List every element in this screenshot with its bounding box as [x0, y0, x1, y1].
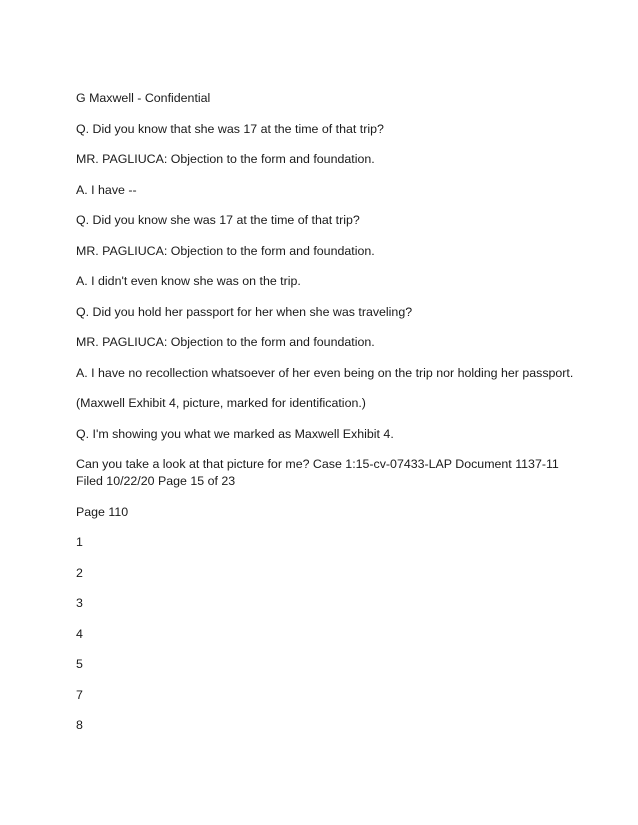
transcript-body [76, 90, 576, 748]
line-number: 8 [76, 718, 83, 732]
objection-line: MR. PAGLIUCA: Objection to the form and foundation. [76, 335, 375, 349]
objection-line: MR. PAGLIUCA: Objection to the form and foundation. [76, 152, 375, 166]
line-number: 1 [76, 535, 83, 549]
question-with-case-footer: Can you take a look at that picture for me? Case 1:15-cv-07433-LAP Document 1137-11 Filed 10/22/20 Page 15 of 23 [76, 457, 559, 488]
line-number: 7 [76, 687, 83, 702]
header-confidential: G Maxwell - Confidential [76, 91, 211, 105]
line-number: 3 [76, 596, 83, 610]
line-number: 4 [76, 626, 83, 641]
question-line: Q. I'm showing you what we marked as Maxwell Exhibit 4. [76, 426, 394, 441]
line-number: 2 [76, 565, 83, 580]
answer-line: A. I have no recollection whatsoever of her even being on the trip nor holding her passport. [76, 365, 574, 380]
question-line: Q. Did you hold her passport for her when she was traveling? [76, 304, 413, 319]
objection-line: MR. PAGLIUCA: Objection to the form and foundation. [76, 243, 375, 258]
question-line: Q. Did you know that she was 17 at the time of that trip? [76, 121, 384, 136]
answer-line: A. I didn't even know she was on the trip. [76, 274, 301, 288]
page-number: Page 110 [76, 504, 129, 519]
line-number: 5 [76, 657, 83, 671]
question-line: Q. Did you know she was 17 at the time of that trip? [76, 213, 360, 227]
answer-line: A. I have -- [76, 182, 137, 197]
exhibit-note: (Maxwell Exhibit 4, picture, marked for identification.) [76, 396, 366, 410]
